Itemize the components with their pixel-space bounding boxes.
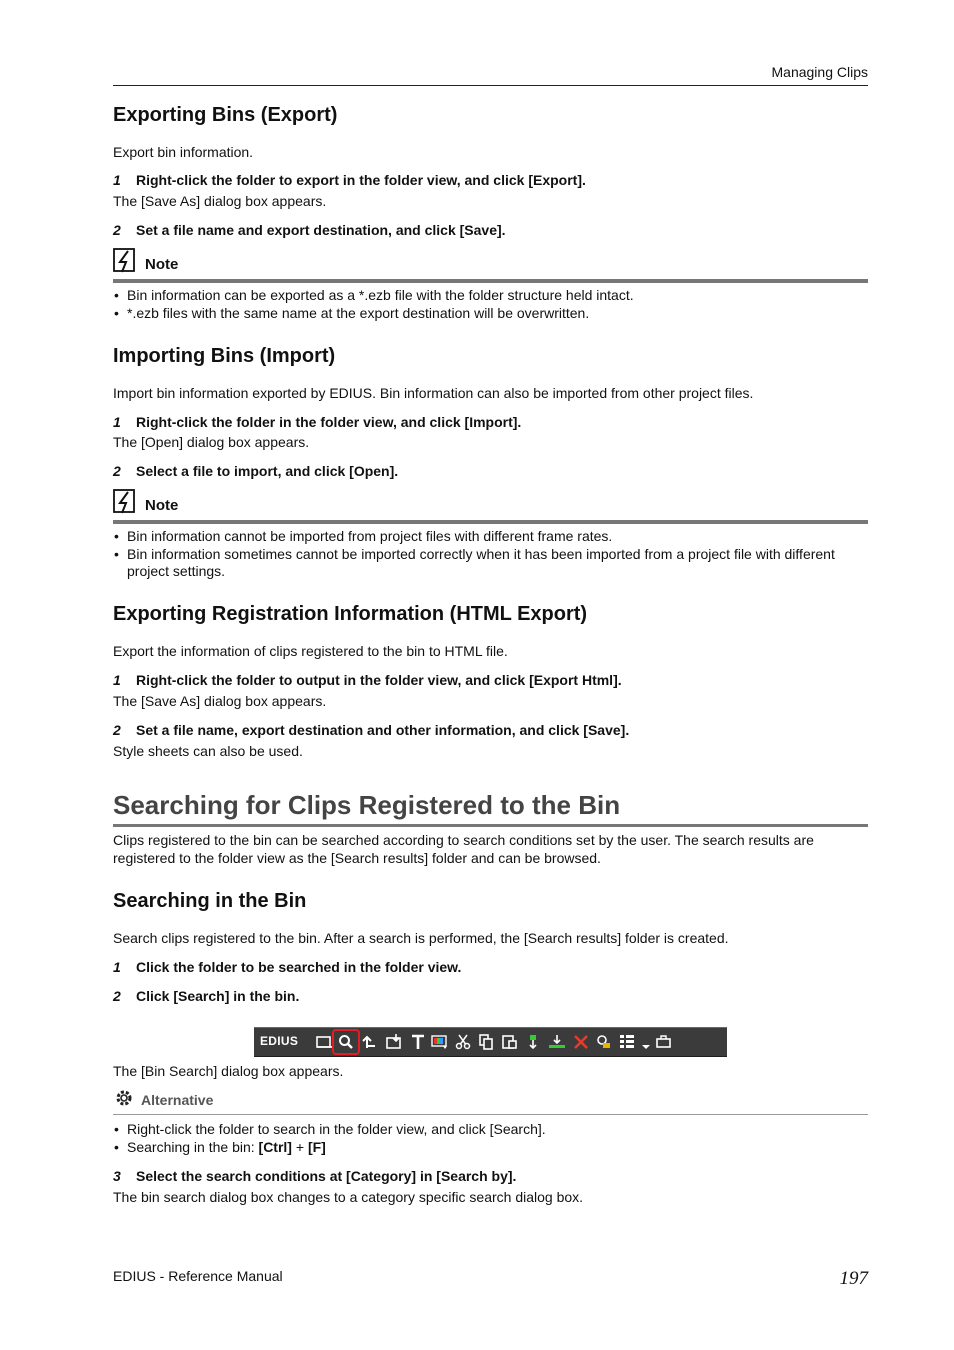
step-number: 2 (113, 222, 121, 238)
toolbar-edius-label: EDIUS (260, 1034, 299, 1048)
note-label: Note (145, 497, 179, 514)
add-clip-icon[interactable] (384, 1032, 404, 1052)
step-text: Click the folder to be searched in the folder view. (136, 959, 462, 975)
view-list-icon[interactable] (618, 1032, 638, 1052)
alt-shortcut-prefix: Searching in the bin: (127, 1138, 259, 1155)
step-text: Right-click the folder in the folder view, and click [Import]. (136, 414, 522, 430)
html-export-intro: Export the information of clips registered to the bin to HTML file. (113, 643, 508, 659)
section-title-html-export: Exporting Registration Information (HTML Export) (113, 603, 588, 625)
step-number: 1 (113, 172, 121, 188)
step-number: 2 (113, 988, 121, 1004)
alternative-header (113, 1088, 413, 1112)
add-to-player-icon[interactable] (524, 1032, 544, 1052)
list-item: • Right-click the folder to search in the folder view, and click [Search]. (113, 1121, 868, 1139)
export-intro: Export bin information. (113, 144, 254, 160)
note-pencil-icon (113, 248, 137, 279)
step-text: Set a file name and export destination, and click [Save]. (136, 222, 506, 238)
search-step-2 (113, 988, 868, 1004)
html-export-step-2 (113, 722, 868, 738)
step-number: 2 (113, 722, 121, 738)
plus-sign: + (291, 1138, 308, 1155)
note-header (113, 489, 868, 519)
cut-scissors-icon[interactable] (453, 1032, 473, 1052)
copy-icon[interactable] (476, 1032, 496, 1052)
search-in-bin-intro: Search clips registered to the bin. After a search is performed, the [Search results] folder is created. (113, 930, 729, 946)
export-step-2 (113, 222, 868, 238)
running-head: Managing Clips (771, 64, 868, 80)
section-title-export: Exporting Bins (Export) (113, 104, 338, 126)
step-number: 1 (113, 414, 121, 430)
folder-view-icon[interactable] (314, 1032, 334, 1052)
title-text-icon[interactable] (408, 1032, 428, 1052)
alternative-list (113, 1121, 868, 1156)
searching-intro: Clips registered to the bin can be searched according to search conditions set by the user. The search results are registered to the folder view as the [Search results] folder and can be browsed. (113, 832, 814, 866)
html-export-step-2-result: Style sheets can also be used. (113, 743, 303, 759)
list-item: • Bin information can be exported as a *.ezb file with the folder structure held intact. (113, 287, 868, 305)
step-number: 1 (113, 959, 121, 975)
up-folder-icon[interactable] (360, 1032, 380, 1052)
bin-folder-icon[interactable] (654, 1032, 674, 1052)
paste-icon[interactable] (500, 1032, 520, 1052)
import-notes-list (113, 528, 868, 581)
search-step-3 (113, 1168, 868, 1184)
bin-toolbar (254, 1027, 727, 1057)
note-label: Note (145, 256, 179, 273)
alternative-gear-icon (114, 1088, 134, 1113)
step-text: Select a file to import, and click [Open]. (136, 463, 399, 479)
step-text: Select the search conditions at [Category] in [Search by]. (136, 1168, 517, 1184)
chapter-title-searching: Searching for Clips Registered to the Bin (113, 790, 621, 820)
note-header (113, 248, 868, 278)
html-export-step-1-result: The [Save As] dialog box appears. (113, 693, 327, 709)
footer-manual-title: EDIUS - Reference Manual (113, 1268, 283, 1284)
export-notes-list (113, 287, 868, 322)
footer-page-number: 197 (839, 1268, 868, 1289)
step-text: Click [Search] in the bin. (136, 988, 300, 1004)
chapter-title-rule (113, 824, 868, 827)
alternative-rule (113, 1114, 868, 1115)
list-item: • Bin information sometimes cannot be imported correctly when it has been imported from a project file with different project settings. (113, 546, 868, 581)
header-rule (113, 85, 868, 86)
ctrl-key: [Ctrl] (258, 1138, 292, 1155)
delete-icon[interactable] (571, 1032, 591, 1052)
import-step-1-result: The [Open] dialog box appears. (113, 434, 310, 450)
alternative-label: Alternative (141, 1092, 214, 1108)
section-title-search-in-bin: Searching in the Bin (113, 890, 307, 912)
import-step-2 (113, 463, 868, 479)
search-step-3-result: The bin search dialog box changes to a category specific search dialog box. (113, 1189, 584, 1205)
step-number: 1 (113, 672, 121, 688)
note-rule (113, 279, 868, 283)
chevron-down-icon[interactable] (636, 1032, 656, 1052)
import-step-1 (113, 414, 868, 430)
search-icon[interactable] (336, 1032, 356, 1052)
color-bar-icon[interactable] (430, 1032, 450, 1052)
import-intro: Import bin information exported by EDIUS. Bin information can also be imported from other project files. (113, 385, 754, 401)
list-item: • *.ezb files with the same name at the export destination will be overwritten. (113, 305, 868, 323)
properties-icon[interactable] (594, 1032, 614, 1052)
search-step-1 (113, 959, 868, 975)
add-to-timeline-icon[interactable] (547, 1032, 567, 1052)
f-key: [F] (307, 1138, 326, 1155)
step-text: Right-click the folder to output in the folder view, and click [Export Html]. (136, 672, 622, 688)
html-export-step-1 (113, 672, 868, 688)
export-step-1 (113, 172, 868, 188)
step-text: Right-click the folder to export in the folder view, and click [Export]. (136, 172, 586, 188)
export-step-1-result: The [Save As] dialog box appears. (113, 193, 327, 209)
step-number: 2 (113, 463, 121, 479)
step-text: Set a file name, export destination and other information, and click [Save]. (136, 722, 630, 738)
list-item: • Bin information cannot be imported from project files with different frame rates. (113, 528, 868, 546)
list-item (113, 1139, 868, 1157)
step-number: 3 (113, 1168, 121, 1184)
search-step-2-result: The [Bin Search] dialog box appears. (113, 1063, 344, 1079)
section-title-import: Importing Bins (Import) (113, 345, 336, 367)
note-rule (113, 520, 868, 524)
note-pencil-icon (113, 489, 137, 520)
